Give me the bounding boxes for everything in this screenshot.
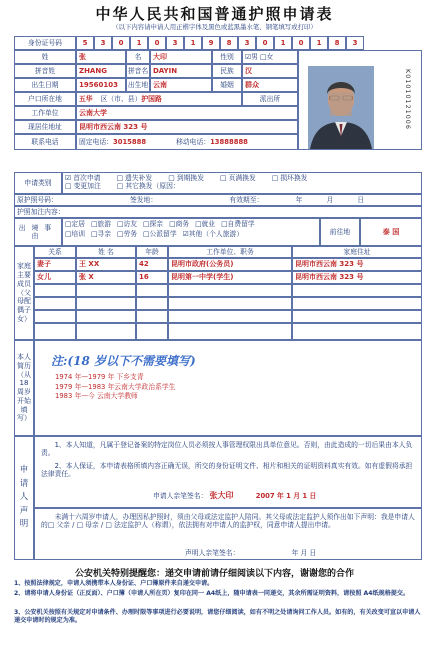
id-digit[interactable]: 1 (130, 36, 148, 50)
family-cell[interactable] (34, 297, 76, 310)
declaration-p1: 1、本人知道，凡属于登记备案的特定岗位人员必须按人事管理权限出具单位意见。否则，由此造成的一切后果由本人负责。 (41, 441, 413, 458)
id-digit[interactable]: 0 (256, 36, 274, 50)
given-name-value[interactable]: 大印 (150, 50, 212, 64)
family-cell[interactable] (292, 323, 422, 340)
purpose-option[interactable]: □就业 (195, 220, 216, 228)
resume-section-label: 本人简历（从18周岁开始填写） (14, 340, 34, 436)
hukou-district: 五华 (79, 94, 93, 103)
guardian-signature-date: 年 月 日 (291, 549, 317, 557)
mobile-phone-label: 移动电话： (176, 137, 211, 146)
old-passport-number-label: 原护照号码： (17, 196, 58, 204)
notice-item-3: 3、公安机关按照有关规定对申请条件、办理时限等事项进行必要说明，请您仔细阅读，如有不明之处请询问工作人员。如有的，有关改变可宣以申请人递交申请时的规定为准。 (14, 609, 421, 624)
category-option[interactable]: □ 其它换发（原因： (116, 182, 180, 191)
phone-row (76, 134, 298, 150)
id-digit[interactable]: 3 (346, 36, 364, 50)
given-name-label: 名 (126, 50, 150, 64)
destination-label: 前往地 (320, 218, 360, 246)
ethnicity-value[interactable]: 汉 (242, 64, 298, 78)
category-option[interactable]: □ 页满换发 (220, 174, 256, 182)
family-cell[interactable] (136, 297, 168, 310)
hukou-street: 护国路 (141, 94, 162, 103)
family-cell[interactable] (292, 297, 422, 310)
given-pinyin-label: 拼音名 (126, 64, 150, 78)
resume-line: 1979 年—1983 年云南大学政治系学生 (55, 382, 176, 391)
family-cell[interactable] (168, 297, 292, 310)
category-option[interactable]: □ 遗失补发 (116, 174, 153, 182)
purpose-option[interactable]: □公派留学 (143, 230, 177, 239)
applicant-photo (308, 66, 374, 149)
family-cell[interactable]: 昆明市西云南 323 号 (292, 258, 422, 271)
id-digit[interactable]: 9 (202, 36, 220, 50)
family-cell[interactable] (76, 323, 136, 340)
purpose-options (62, 218, 320, 246)
endorsement-label: 护照加注内容： (17, 208, 65, 216)
purpose-option[interactable]: ☑其他（个人旅游） (182, 230, 244, 239)
family-cell[interactable]: 王 XX (76, 258, 136, 271)
purpose-option[interactable]: □寻亲 (91, 230, 112, 239)
gender-value[interactable]: ☑男 □女 (242, 50, 298, 64)
category-row-2 (65, 182, 419, 190)
work-unit-label: 工作单位 (14, 106, 76, 120)
family-cell[interactable] (168, 310, 292, 323)
birth-date-value[interactable]: 19560103 (76, 78, 126, 92)
signature-date[interactable]: 2007 年 1 月 1 日 (255, 492, 317, 500)
purpose-option[interactable]: □探亲 (143, 220, 164, 228)
purpose-row-2 (65, 230, 317, 238)
ethnicity-label: 民族 (212, 64, 242, 78)
family-section-label: 家庭主要成员（父母配偶子女） (14, 246, 34, 340)
family-cell[interactable] (34, 284, 76, 297)
family-header: 工作单位、职务 (168, 246, 292, 258)
valid-day-label: 日 (357, 196, 365, 204)
police-station-label: 派出所 (242, 92, 298, 106)
purpose-option[interactable]: □劳务 (117, 230, 138, 239)
surname-pinyin-value[interactable]: ZHANG (76, 64, 126, 78)
resume-content[interactable] (34, 340, 422, 436)
family-cell[interactable] (168, 284, 292, 297)
work-unit-value[interactable]: 云南大学 (76, 106, 298, 120)
old-passport-valid-label: 有效期至： (229, 196, 264, 204)
declaration-p2: 2、本人保证，本申请表格所填内容正确无误，所交的身份证明文件、相片和相关的证明资料真实有效。如有虚假将承担法律责任。 (41, 461, 413, 479)
family-header: 年龄 (136, 246, 168, 258)
declaration-section-label: 申请人声明 (14, 436, 34, 560)
given-pinyin-value[interactable]: DAYIN (150, 64, 212, 78)
id-digit[interactable]: 5 (76, 36, 94, 50)
id-digit[interactable]: 0 (148, 36, 166, 50)
hukou-mid-text: 区（市、县） (100, 94, 142, 103)
family-cell[interactable] (292, 310, 422, 323)
address-value[interactable]: 昆明市西云南 323 号 (76, 120, 298, 134)
family-cell[interactable]: 昆明第一中学(学生) (168, 271, 292, 284)
purpose-option[interactable]: □定居 (65, 220, 86, 228)
purpose-option[interactable]: □商务 (169, 220, 190, 228)
family-cell[interactable]: 16 (136, 271, 168, 284)
family-cell[interactable] (168, 323, 292, 340)
family-cell[interactable]: 妻子 (34, 258, 76, 271)
destination-value[interactable]: 泰 国 (360, 218, 422, 246)
category-option[interactable]: □ 变更加注 (65, 182, 101, 191)
family-cell[interactable] (292, 284, 422, 297)
resume-line: 1974 年—1979 年 下乡支青 (55, 373, 144, 381)
family-cell[interactable] (76, 310, 136, 323)
family-cell[interactable] (34, 323, 76, 340)
fixed-phone-label: 固定电话： (79, 137, 113, 146)
resume-note: 注:(18 岁以下不需要填写) (51, 354, 196, 368)
id-digit[interactable]: 0 (112, 36, 130, 50)
resume-line: 1983 年—今 云南大学教师 (55, 392, 138, 401)
purpose-option[interactable]: □培训 (65, 230, 86, 239)
signature-label: 申请人亲笔签名： (153, 492, 208, 500)
family-cell[interactable]: 昆明市政府(公务员) (168, 258, 292, 271)
declaration-p3: 未满十六周岁申请人，办理因私护照时，须由父母或法定监护人陪同。其父母或法定监护人须作出如下声明：我是申请人的□ 父亲 / □ 母亲 / □ 法定监护人（称谓），依法拥有对申请人的监护权，同意申请人提出申请。 (41, 513, 415, 530)
purpose-option[interactable]: □访友 (117, 220, 138, 228)
gender-label: 性别 (212, 50, 242, 64)
family-cell[interactable]: 女儿 (34, 271, 76, 284)
id-digit[interactable]: 1 (184, 36, 202, 50)
family-cell[interactable] (76, 284, 136, 297)
id-digit[interactable]: 0 (292, 36, 310, 50)
old-passport-row (14, 194, 422, 206)
id-digit[interactable]: 3 (94, 36, 112, 50)
surname-value[interactable]: 张 (76, 50, 126, 64)
purpose-option[interactable]: □自费留学 (221, 220, 255, 228)
family-cell[interactable] (34, 310, 76, 323)
category-options (62, 172, 422, 194)
purpose-option[interactable]: □旅游 (91, 220, 112, 228)
family-cell[interactable] (76, 297, 136, 310)
birth-place-label: 出生地 (126, 78, 150, 92)
form-subtitle: （以下内容请申请人用正楷字体及黑色或蓝黑墨水笔、钢笔填写或打印） (112, 23, 317, 31)
notice-item-1: 1、按照法律规定，申请人须携带本人身份证、户口簿原件来自递交申请。 (14, 580, 214, 587)
hukou-value[interactable] (76, 92, 242, 106)
birth-date-label: 出生日期 (14, 78, 76, 92)
marital-value[interactable]: 群众 (242, 78, 298, 92)
notice-item-2: 2、请将申请人身份证（正反面）、户口簿（申请人所在页）复印在同一 A4纸上，随申请表一同递交，其余所需证明资料，请按照 A4纸规格提交。 (14, 590, 410, 597)
guardian-signature-label: 声明人亲笔签名： (185, 549, 240, 557)
valid-year-label: 年 (295, 196, 303, 204)
family-header: 关系 (34, 246, 76, 258)
id-number-label: 身份证号码 (14, 36, 76, 50)
id-digit[interactable]: 8 (328, 36, 346, 50)
surname-pinyin-label: 拼音姓 (14, 64, 76, 78)
category-option[interactable]: ☑ 首次申请 (65, 174, 101, 182)
fixed-phone-value[interactable]: 3015888 (112, 137, 147, 146)
purpose-label: 出境事由 (14, 218, 62, 246)
old-passport-issue-label: 签发地： (129, 196, 158, 204)
notice-title: 公安机关特别提醒您：递交申请前请仔细阅读以下内容，谢谢您的合作 (74, 569, 354, 579)
photo-code: K01010121006 (404, 68, 412, 130)
family-header: 姓 名 (76, 246, 136, 258)
purpose-row-1 (65, 220, 317, 228)
declaration-guardian (34, 508, 422, 560)
family-cell[interactable] (136, 284, 168, 297)
address-label: 现居住地址 (14, 120, 76, 134)
id-digit[interactable]: 8 (220, 36, 238, 50)
family-cell[interactable]: 42 (136, 258, 168, 271)
id-digit[interactable]: 3 (166, 36, 184, 50)
hukou-label: 户口所在地 (14, 92, 76, 106)
form-title: 中华人民共和国普通护照申请表 (95, 5, 334, 23)
family-header: 家庭住址 (292, 246, 422, 258)
family-cell[interactable]: 张 X (76, 271, 136, 284)
contact-label: 联系电话 (14, 134, 76, 150)
endorsement-row (14, 206, 422, 218)
signature-value[interactable]: 张大印 (209, 491, 234, 500)
guardian-signature-row (185, 549, 316, 557)
family-cell[interactable]: 昆明市西云南 323 号 (292, 271, 422, 284)
family-cell[interactable] (136, 323, 168, 340)
category-label: 申请类别 (14, 172, 62, 194)
birth-place-value[interactable]: 云南 (150, 78, 212, 92)
id-digit[interactable]: 1 (274, 36, 292, 50)
valid-month-label: 月 (326, 196, 334, 204)
id-digit[interactable]: 3 (238, 36, 256, 50)
signature-row (153, 491, 316, 501)
resume-lines (55, 373, 419, 402)
mobile-phone-value[interactable]: 13888888 (210, 137, 248, 146)
category-option[interactable]: □ 到期换发 (168, 174, 205, 182)
family-cell[interactable] (136, 310, 168, 323)
category-option[interactable]: □ 损坏换发 (271, 174, 308, 182)
surname-label: 姓 (14, 50, 76, 64)
declaration-self (34, 436, 422, 508)
marital-label: 婚姻 (212, 78, 242, 92)
id-digit[interactable]: 1 (310, 36, 328, 50)
